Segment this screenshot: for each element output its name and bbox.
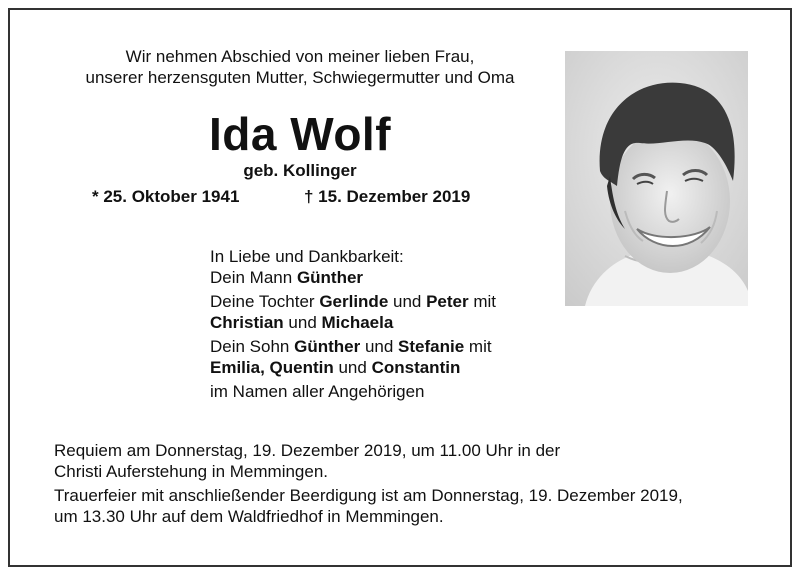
funeral-line-2: um 13.30 Uhr auf dem Waldfriedhof in Memmingen. [54, 507, 444, 526]
husband-name: Günther [296, 268, 364, 287]
son-and: und [360, 337, 399, 356]
daughter-name: Gerlinde [319, 292, 389, 311]
daughter-with: mit [468, 292, 497, 311]
intro-line-2: unserer herzensguten Mutter, Schwiegermutter und Oma [85, 68, 515, 87]
intro-line-1: Wir nehmen Abschied von meiner lieben Frau, [125, 47, 475, 66]
intro-text [50, 46, 550, 88]
son-name: Günther [294, 337, 361, 356]
requiem-line-1: Requiem am Donnerstag, 19. Dezember 2019, um 11.00 Uhr in der [54, 441, 561, 460]
grandchild-michaela: Michaela [321, 313, 394, 332]
daughter-and: und [388, 292, 427, 311]
deceased-name: Ida Wolf [208, 108, 392, 160]
family-daughter [210, 291, 570, 312]
grandchildren-and-2: und [333, 358, 372, 377]
family-husband [210, 267, 570, 288]
funeral-line-1: Trauerfeier mit anschließender Beerdigung ist am Donnerstag, 19. Dezember 2019, [54, 486, 683, 505]
daughter-prefix: Deine Tochter [210, 292, 320, 311]
grandchildren-emilia-quentin: Emilia, Quentin [210, 358, 334, 377]
portrait-photo [565, 51, 748, 306]
family-heading: In Liebe und Dankbarkeit: [210, 247, 404, 266]
portrait-image [565, 51, 748, 306]
birth-date: * 25. Oktober 1941 [92, 187, 240, 206]
son-prefix: Dein Sohn [210, 337, 295, 356]
death-date: † 15. Dezember 2019 [304, 187, 471, 206]
son-with: mit [464, 337, 492, 356]
son-partner-name: Stefanie [398, 337, 465, 356]
grandchildren-and: und [283, 313, 322, 332]
family-closing: im Namen aller Angehörigen [210, 382, 425, 401]
family-son-children [210, 357, 570, 378]
family-daughter-children [210, 312, 570, 333]
requiem-line-2: Christi Auferstehung in Memmingen. [54, 462, 329, 481]
grandchild-constantin: Constantin [371, 358, 461, 377]
maiden-name: geb. Kollinger [243, 161, 357, 180]
grandchild-christian: Christian [210, 313, 284, 332]
husband-prefix: Dein Mann [210, 268, 297, 287]
family-son [210, 336, 570, 357]
family-list [210, 246, 570, 402]
service-details [54, 440, 774, 527]
daughter-partner-name: Peter [426, 292, 469, 311]
